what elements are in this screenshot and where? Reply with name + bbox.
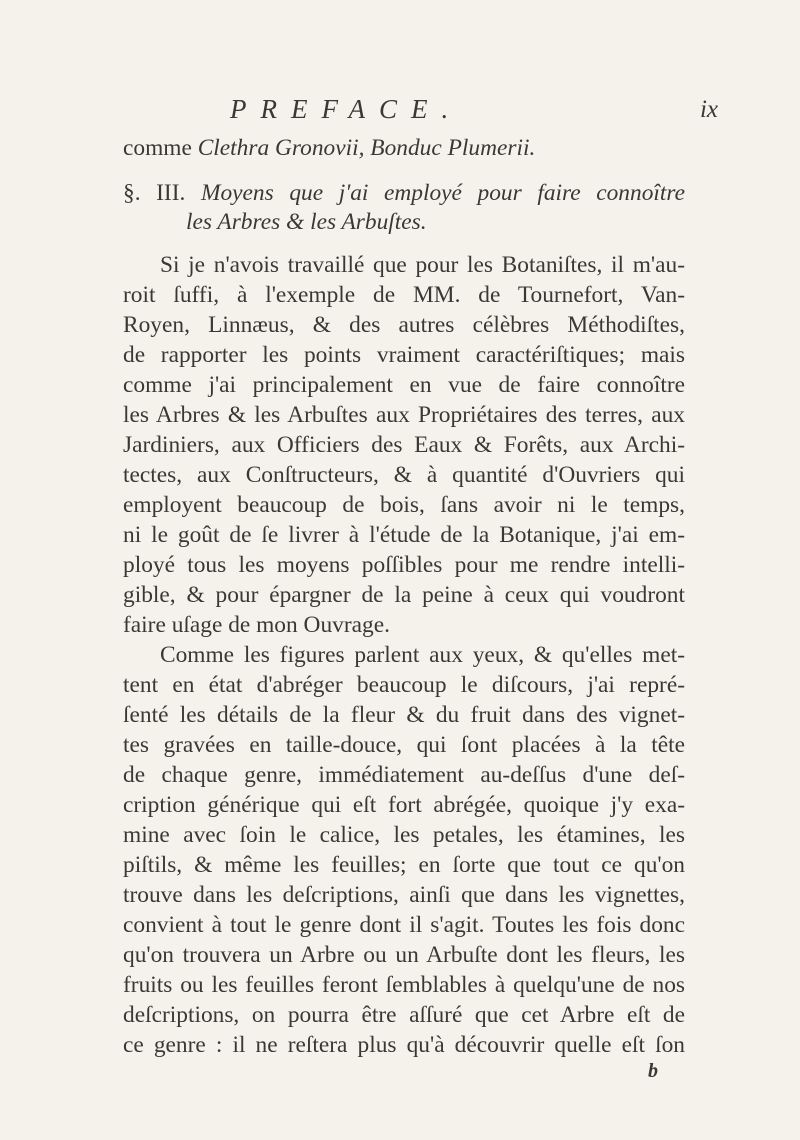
section-title-2: les Arbres & les Arbuſtes. (186, 209, 427, 235)
paragraph-line: employent beaucoup de bois, ſans avoir ni le temps, (123, 492, 685, 518)
paragraph-line: Si je n'avois travaillé que pour les Botaniſtes, il m'au- (160, 252, 685, 278)
paragraph-line: fruits ou les feuilles feront ſemblables à quelqu'une de nos (123, 972, 685, 998)
paragraph-line: de chaque genre, immédiatement au-deſſus d'une deſ- (123, 762, 685, 788)
paragraph-line: Jardiniers, aux Officiers des Eaux & Forêts, aux Archi- (123, 432, 685, 458)
signature-mark: b (648, 1060, 658, 1082)
paragraph-line: comme j'ai principalement en vue de faire connoître (123, 372, 685, 398)
paragraph-line: cription générique qui eſt fort abrégée, quoique j'y exa- (123, 792, 685, 818)
paragraph-line: ni le goût de ſe livrer à l'étude de la Botanique, j'ai em- (123, 522, 685, 548)
paragraph-line: piſtils, & même les feuilles; en ſorte que tout ce qu'on (123, 852, 685, 878)
paragraph-line: roit ſuffi, à l'exemple de MM. de Tournefort, Van- (123, 282, 685, 308)
paragraph-line: deſcriptions, on pourra être aſſuré que cet Arbre eſt de (123, 1002, 685, 1028)
paragraph-line: tes gravées en taille-douce, qui ſont placées à la tête (123, 732, 685, 758)
intro-prefix: comme (123, 135, 198, 161)
paragraph-line: ſenté les détails de la fleur & du fruit dans des vignet- (123, 702, 685, 728)
paragraph-line: trouve dans les deſcriptions, ainſi que dans les vignettes, (123, 882, 685, 908)
paragraph-line: Comme les figures parlent aux yeux, & qu'elles met- (160, 642, 685, 668)
paragraph-line: tent en état d'abréger beaucoup le diſcours, j'ai repré- (123, 672, 685, 698)
section-title-1: Moyens que j'ai employé pour faire connoître (200, 180, 686, 206)
header-title: PREFACE. (230, 94, 463, 124)
page-number: ix (699, 96, 718, 123)
paragraph-line: les Arbres & les Arbuſtes aux Propriétaires des terres, aux (123, 402, 685, 428)
section-heading-line1 (123, 178, 685, 208)
section-number: §. III. (123, 180, 186, 206)
paragraph-line: de rapporter les points vraiment caractériſtiques; mais (123, 342, 685, 368)
paragraph-line: tectes, aux Conſtructeurs, & à quantité d'Ouvriers qui (123, 462, 685, 488)
paragraph-line: ce genre : il ne reſtera plus qu'à découvrir quelle eſt ſon (123, 1032, 685, 1058)
intro-line (123, 133, 685, 163)
paragraph-line: faire uſage de mon Ouvrage. (123, 612, 390, 638)
paragraph-line: gible, & pour épargner de la peine à ceux qui voudront (123, 582, 685, 608)
paragraph-line: qu'on trouvera un Arbre ou un Arbuſte dont les fleurs, les (123, 942, 685, 968)
paragraph-line: convient à tout le genre dont il s'agit. Toutes les fois donc (123, 912, 685, 938)
paragraph-line: Royen, Linnæus, & des autres célèbres Méthodiſtes, (123, 312, 685, 338)
running-header (120, 94, 720, 134)
paragraph-line: mine avec ſoin le calice, les petales, les étamines, les (123, 822, 685, 848)
paragraph-line: ployé tous les moyens poſſibles pour me rendre intelli- (123, 552, 685, 578)
intro-examples: Clethra Gronovii, Bonduc Plumerii. (197, 135, 536, 161)
